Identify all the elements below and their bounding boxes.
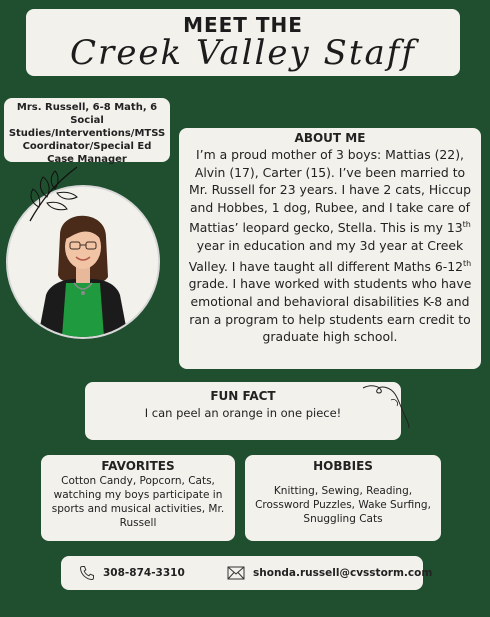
fun-fact-card	[85, 382, 401, 440]
title-banner	[26, 9, 460, 76]
hobbies-heading: HOBBIES	[313, 459, 373, 473]
favorites-heading: FAVORITES	[101, 459, 175, 473]
fun-fact-heading: FUN FACT	[210, 389, 276, 403]
email-contact[interactable]	[227, 556, 432, 590]
phone-contact[interactable]	[79, 556, 185, 590]
about-text-part1: I’m a proud mother of 3 boys: Mattias (22), Alvin (17), Carter (15). I’ve been married to Mr. Russell for 23 years. I have 2 cats, Hiccup and Hobbes, 1 dog, Rubee, and I take care of Mattias’ leopard gecko, Stella. This is my 13	[189, 147, 471, 236]
about-sup2: th	[463, 258, 472, 268]
favorites-card	[41, 455, 235, 541]
about-text-part3: grade. I have worked with students who have emotional and behavioral disabilities K-8 and ran a program to help students earn credit to graduate high school.	[188, 276, 472, 345]
about-heading: ABOUT ME	[294, 131, 366, 145]
envelope-icon	[227, 566, 245, 580]
hobbies-text: Knitting, Sewing, Reading, Crossword Puzzles, Wake Surfing, Snuggling Cats	[255, 485, 431, 525]
about-sup1: th	[462, 220, 471, 230]
phone-number: 308-874-3310	[103, 567, 185, 579]
about-text-part2: year in education and my 3d year at Creek Valley. I have taught all different Maths 6-12	[188, 238, 464, 274]
fun-fact-text: I can peel an orange in one piece!	[144, 406, 342, 420]
leaf-decoration-icon	[25, 163, 85, 223]
hobbies-card	[245, 455, 441, 541]
phone-icon	[79, 565, 95, 581]
squiggle-decoration-icon	[361, 382, 411, 430]
title-script: Creek Valley Staff	[70, 33, 416, 73]
favorites-text: Cotton Candy, Popcorn, Cats, watching my boys participate in sports and musical activities, Mr. Russell	[51, 475, 225, 529]
title-top: MEET THE	[183, 13, 303, 37]
email-address: shonda.russell@cvsstorm.com	[253, 567, 433, 579]
staff-name-role-text: Mrs. Russell, 6-8 Math, 6 Social Studies/Interventions/MTSS Coordinator/Special Ed Case Manager	[8, 102, 166, 165]
about-text	[185, 146, 475, 346]
about-me-card	[179, 128, 481, 369]
staff-name-role	[4, 98, 170, 165]
contact-bar	[61, 556, 433, 590]
